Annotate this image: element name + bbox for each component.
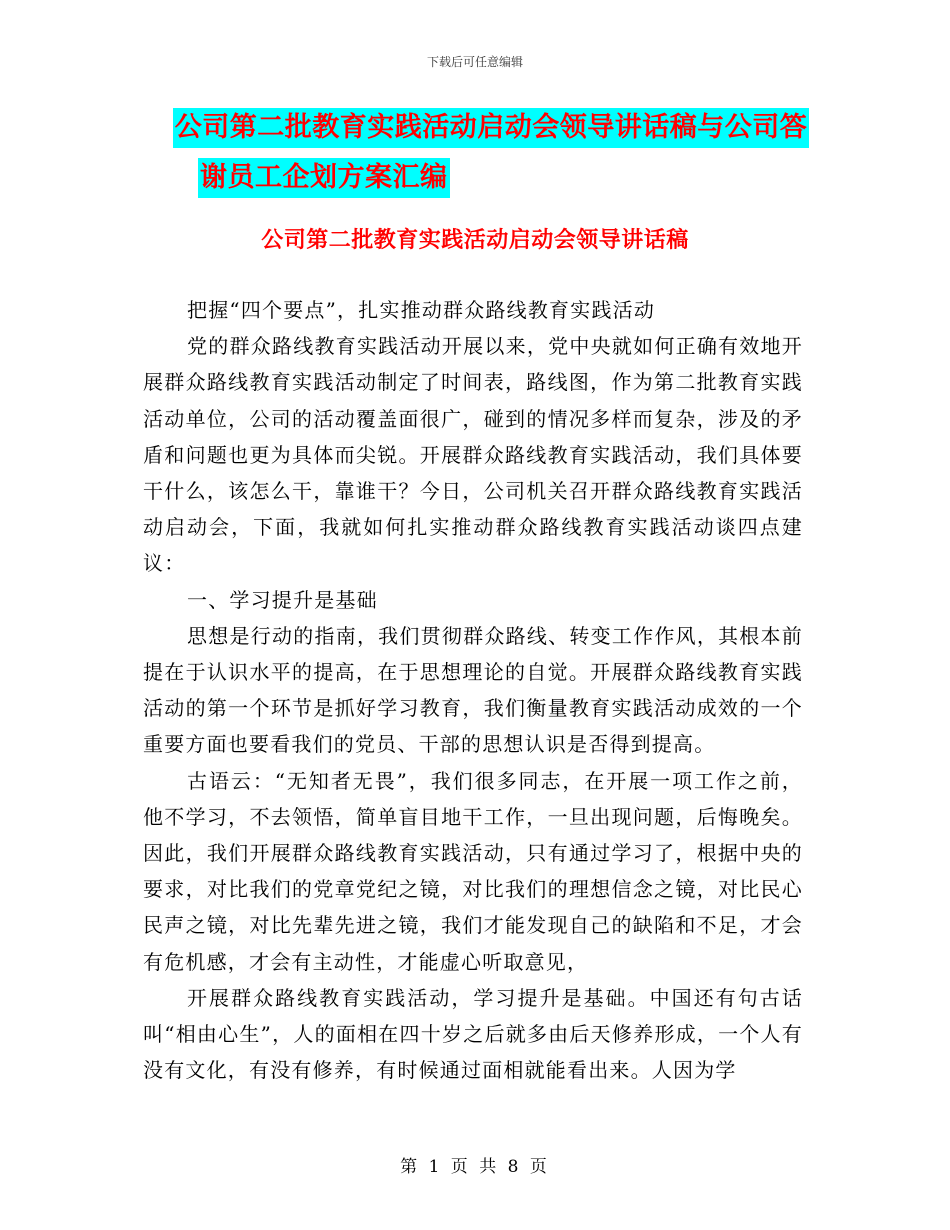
- section-title: 公司第二批教育实践活动启动会领导讲话稿: [261, 228, 689, 253]
- document-body: [143, 292, 803, 1088]
- paragraph: 开展群众路线教育实践活动，学习提升是基础。中国还有句古话叫“相由心生”，人的面相在四十岁之后就多由后天修养形成，一个人有没有文化，有没有修养，有时候通过面相就能看出来。人因为学: [143, 985, 803, 1083]
- paragraph: 思想是行动的指南，我们贯彻群众路线、转变工作作风，其根本前提在于认识水平的提高，在于思想理论的自觉。开展群众路线教育实践活动的第一个环节是抓好学习教育，我们衡量教育实践活动成效的一个重要方面也要看我们的党员、干部的思想认识是否得到提高。: [143, 623, 803, 757]
- title-line-1: 公司第二批教育实践活动启动会领导讲话稿与公司答: [173, 108, 810, 148]
- paragraph-heading: 把握“四个要点”，扎实推动群众路线教育实践活动: [187, 298, 656, 322]
- document-title: [0, 108, 950, 198]
- page-number: 第 1 页 共 8 页: [400, 1157, 550, 1177]
- title-line-2: 谢员工企划方案汇编: [198, 158, 450, 198]
- section-heading-1: 一、学习提升是基础: [187, 587, 378, 612]
- paragraph: 党的群众路线教育实践活动开展以来，党中央就如何正确有效地开展群众路线教育实践活动制定了时间表，路线图，作为第二批教育实践活动单位，公司的活动覆盖面很广，碰到的情况多样而复杂，涉及的矛盾和问题也更为具体而尖锐。开展群众路线教育实践活动，我们具体要干什么，该怎么干，靠谁干？今日，公司机关召开群众路线教育实践活动启动会，下面，我就如何扎实推动群众路线教育实践活动谈四点建议：: [143, 334, 803, 576]
- paragraph: 古语云：“无知者无畏”，我们很多同志，在开展一项工作之前，他不学习，不去领悟，简单盲目地干工作，一旦出现问题，后悔晚矣。因此，我们开展群众路线教育实践活动，只有通过学习了，根据中央的要求，对比我们的党章党纪之镜，对比我们的理想信念之镜，对比民心民声之镜，对比先辈先进之镜，我们才能发现自己的缺陷和不足，才会有危机感，才会有主动性，才能虚心听取意见，: [143, 768, 803, 974]
- header-note: 下载后可任意编辑: [426, 55, 523, 69]
